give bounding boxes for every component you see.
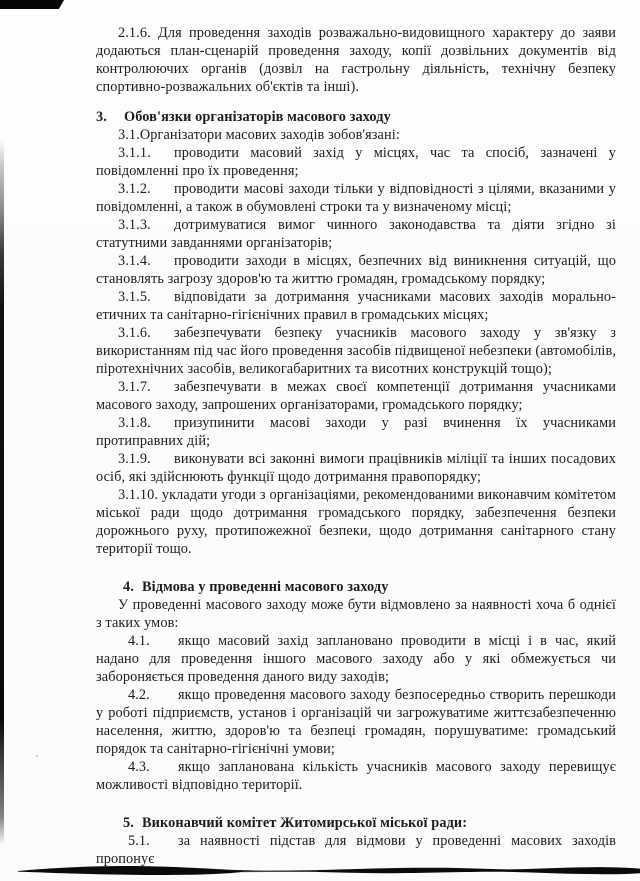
item-number: 3.1.8. (118, 415, 151, 431)
section-heading: 5. Виконавчий комітет Житомирської міської ради: (123, 815, 468, 831)
item-number: 5.1. (128, 833, 150, 849)
document-content (96, 24, 616, 868)
item-number: 4.2. (128, 687, 150, 703)
paragraph: 3.1.Організатори масових заходів зобов'язані: (118, 127, 400, 143)
paragraph: У проведенні масового заходу може бути відмовлено за наявності хоча б однієї з таких умов: (96, 597, 616, 631)
paragraph: 3.1.5. відповідати за дотримання учасниками масових заходів морально-етичних та санітарно-гігієнічних правил в громадських місцях; (96, 289, 616, 323)
paragraph: 4.3. якщо запланована кількість учасників масового заходу перевищує можливості відповідно території. (96, 759, 616, 793)
item-number: 3.1.7. (118, 379, 151, 395)
item-number: 3.1.2. (118, 181, 151, 197)
paragraph: 3.1.10. укладати угоди з організаціями, рекомендованими виконавчим комітетом міської ради щодо дотримання громадського порядку, забезпечення безпеки дорожнього руху, протипожежної безпеки, щодо дотримання санітарного стану території тощо. (96, 487, 616, 557)
item-number: 5. (123, 815, 134, 831)
paragraph: 4.1. якщо масовий захід заплановано проводити в місці і в час, який надано для проведення іншого масового заходу або у які обмежується чи забороняється проведення даного виду заходів; (96, 633, 616, 685)
paragraph: 3.1.7. забезпечувати в межах своєї компетенції дотримання учасниками масового заходу, запрошених організаторами, громадського порядку; (96, 379, 616, 413)
paragraph: 4.2. якщо проведення масового заходу безпосередньо створить перешкоди у роботі підприємств, установ і організацій чи загрожуватиме життєзабезпеченню населення, життю, здоров'ю та безпеці громадян, порушуватиме: громадський порядок та санітарно-гігієнічні умови; (96, 687, 616, 757)
item-number: 4. (123, 579, 134, 595)
item-number: 3. (96, 109, 107, 125)
item-number: 3.1.1. (118, 145, 151, 161)
paragraph: 2.1.6. Для проведення заходів розважально-видовищного характеру до заяви додаються план-сценарій проведення заходу, копії дозвільних документів від контролюючих органів (дозвіл на гастрольну діяльність, технічну безпеку спортивно-розважальних об'єктів та інші). (96, 25, 616, 95)
paragraph: 5.1. за наявності підстав для відмови у проведенні масових заходів пропонує (96, 833, 616, 867)
item-number: 3.1.5. (118, 289, 151, 305)
scan-left-edge-stripe (0, 140, 4, 845)
paragraph: 3.1.8. призупинити масові заходи у разі вчинення їх учасниками протиправних дій; (96, 415, 616, 449)
item-number: 4.3. (128, 759, 150, 775)
paragraph: 3.1.3. дотримуватися вимог чинного законодавства та діяти згідно зі статутними завданнями організаторів; (96, 217, 616, 251)
paragraph: 3.1.1. проводити масовий захід у місцях, час та спосіб, зазначені у повідомленні про їх проведення; (96, 145, 616, 179)
scan-corner-mark (0, 0, 64, 9)
paragraph: 3.1.9. виконувати всі законні вимоги працівників міліції та інших посадових осіб, які здійснюють функції щодо дотримання правопорядку; (96, 451, 616, 485)
paragraph: 3.1.6. забезпечувати безпеку учасників масового заходу у зв'язку з використанням під час його проведення засобів підвищеної небезпеки (автомобілів, піротехнічних засобів, великогабаритних та висотних конструкцій тощо); (96, 325, 616, 377)
scan-speck (36, 755, 38, 757)
section-heading: 3. Обов'язки організаторів масового заходу (96, 109, 391, 125)
item-number: 3.1.6. (118, 325, 151, 341)
item-number: 3.1.3. (118, 217, 151, 233)
section-heading: 4. Відмова у проведенні масового заходу (123, 579, 389, 595)
item-number: 4.1. (128, 633, 150, 649)
paragraph: 3.1.2. проводити масові заходи тільки у відповідності з цілями, вказаними у повідомленні, а також в обумовлені строки та у визначеному місці; (96, 181, 616, 215)
paragraph: 3.1.4. проводити заходи в місцях, безпечних від виникнення ситуацій, що становлять загрозу здоров'ю та життю громадян, громадському порядку; (96, 253, 616, 287)
item-number: 3.1.4. (118, 253, 151, 269)
item-number: 3.1.9. (118, 451, 151, 467)
